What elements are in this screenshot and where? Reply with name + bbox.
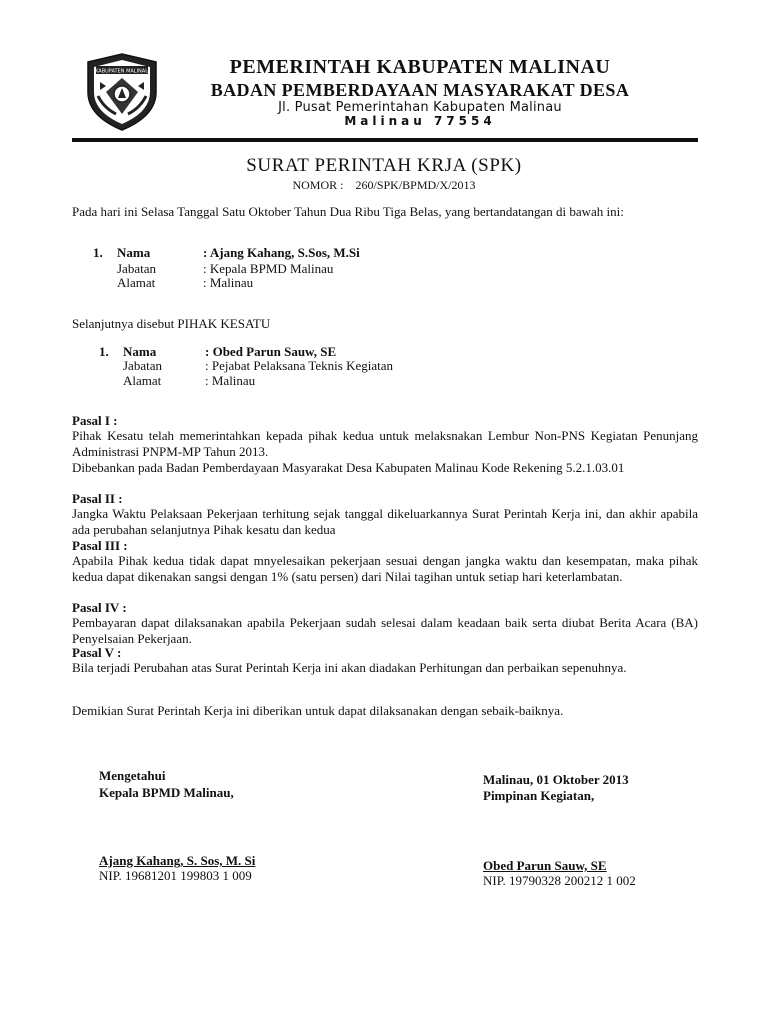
malinau-regency-emblem-icon [82, 52, 162, 132]
header-city: Malinau 77554 [344, 114, 496, 128]
pasal-4-heading: Pasal IV : [72, 600, 127, 615]
party1-alamat-label: Alamat [117, 275, 156, 290]
party2-number: 1. [99, 344, 109, 359]
sign-right-line1: Malinau, 01 Oktober 2013 [483, 772, 629, 787]
pasal-3-paragraph: Apabila Pihak kedua tidak dapat mnyelesaikan pekerjaan sesuai dengan jangka waktu dan kesempatan, maka pihak kedua dapat dikenakan sangsi dengan 1% (satu persen) dari Nilai tagihan untuk setiap hari keterlambatan. [72, 553, 698, 584]
party1-nama-label: Nama [117, 245, 151, 260]
sign-left-nip: NIP. 19681201 199803 1 009 [99, 868, 252, 883]
party1-nama-value: : Ajang Kahang, S.Sos, M.Si [203, 245, 360, 260]
header-address: Jl. Pusat Pemerintahan Kabupaten Malinau [278, 100, 562, 115]
nomor-value: 260/SPK/BPMD/X/2013 [355, 178, 476, 192]
party2-jabatan-value: : Pejabat Pelaksana Teknis Kegiatan [205, 358, 394, 373]
party1-jabatan-label: Jabatan [117, 261, 156, 276]
pasal-1-paragraph-2: Dibebankan pada Badan Pemberdayaan Masyarakat Desa Kabupaten Malinau Kode Rekening 5.2.1.03.01 [72, 460, 625, 475]
nomor-label: NOMOR : [292, 178, 344, 192]
party2-alamat-label: Alamat [123, 373, 162, 388]
party2-nama-value: : Obed Parun Sauw, SE [205, 344, 337, 359]
header-government-name: PEMERINTAH KABUPATEN MALINAU [229, 56, 611, 78]
sign-left-line1: Mengetahui [99, 768, 166, 783]
intro-paragraph: Pada hari ini Selasa Tanggal Satu Oktober Tahun Dua Ribu Tiga Belas, yang bertandatangan di bawah ini: [72, 204, 624, 219]
pasal-5-heading: Pasal V : [72, 645, 122, 660]
party2-jabatan-label: Jabatan [123, 358, 162, 373]
sign-right-line2: Pimpinan Kegiatan, [483, 788, 595, 803]
party2-nama-label: Nama [123, 344, 157, 359]
sign-right-name: Obed Parun Sauw, SE [483, 858, 607, 873]
logo-text: KABUPATEN MALINAU [95, 68, 149, 75]
header-agency-name: BADAN PEMBERDAYAAN MASYARAKAT DESA [210, 80, 630, 100]
document-number [0, 178, 768, 193]
pasal-3-heading: Pasal III : [72, 538, 128, 553]
party1-alamat-value: : Malinau [203, 275, 254, 290]
party1-number: 1. [93, 245, 103, 260]
pasal-2-heading: Pasal II : [72, 491, 123, 506]
sign-left-line2: Kepala BPMD Malinau, [99, 785, 234, 800]
document-title: SURAT PERINTAH KRJA (SPK) [246, 155, 522, 176]
party1-jabatan-value: : Kepala BPMD Malinau [203, 261, 334, 276]
party2-alamat-value: : Malinau [205, 373, 256, 388]
pasal-5-paragraph: Bila terjadi Perubahan atas Surat Perintah Kerja ini akan diadakan Perhitungan dan perbaikan sepenuhnya. [72, 660, 627, 675]
sign-right-nip: NIP. 19790328 200212 1 002 [483, 873, 636, 888]
pasal-1-heading: Pasal I : [72, 413, 118, 428]
pasal-2-paragraph: Jangka Waktu Pelaksaan Pekerjaan terhitung sejak tanggal dikeluarkannya Surat Perintah Kerja ini, dan akhir apabila ada perubahan selanjutnya Pihak kesatu dan kedua [72, 506, 698, 537]
closing-sentence: Demikian Surat Perintah Kerja ini diberikan untuk dapat dilaksanakan dengan sebaik-baiknya. [72, 703, 564, 718]
pasal-4-paragraph: Pembayaran dapat dilaksanakan apabila Pekerjaan sudah selesai dalam keadaan baik serta diubat Berita Acara (BA) Penyelsaian Pekerjaan. [72, 615, 698, 646]
header-divider [72, 138, 698, 142]
sign-left-name: Ajang Kahang, S. Sos, M. Si [99, 853, 256, 868]
pihak-kesatu-text: Selanjutnya disebut PIHAK KESATU [72, 316, 271, 331]
pasal-1-paragraph: Pihak Kesatu telah memerintahkan kepada pihak kedua untuk melaksnakan Lembur Non-PNS Kegiatan Penunjang Administrasi PNPM-MP Tahun 2013. [72, 428, 698, 459]
